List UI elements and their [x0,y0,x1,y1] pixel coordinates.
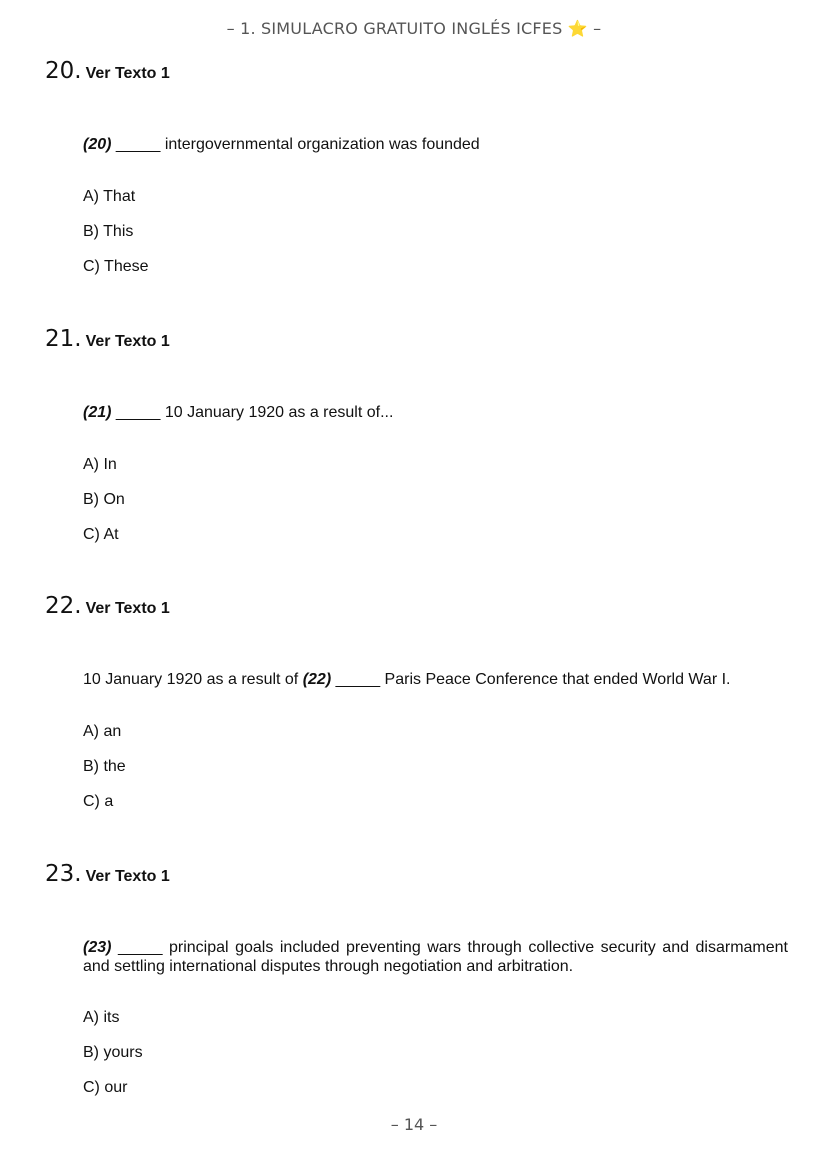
question-stem [83,135,788,154]
question-heading [45,58,790,88]
option-b[interactable]: B) This [83,223,134,240]
option-a[interactable]: A) In [83,456,117,473]
question-heading [45,326,790,356]
option-b[interactable]: B) the [83,758,126,775]
option-c[interactable]: C) a [83,793,114,810]
star-icon: ⭐ [567,19,588,38]
question-22 [45,593,790,810]
question-23 [45,861,790,1096]
header-title: – 1. SIMULACRO GRATUITO INGLÉS ICFES [226,19,568,38]
stem-before: 10 January 1920 as a result of [83,671,303,688]
stem-after: _____ intergovernmental organization was founded [111,136,480,153]
question-number: 23. [45,861,82,887]
question-number: 21. [45,326,82,352]
stem-after: _____ 10 January 1920 as a result of... [111,404,394,421]
option-b[interactable]: B) yours [83,1044,143,1061]
option-c[interactable]: C) At [83,526,119,543]
option-a[interactable]: A) its [83,1009,120,1026]
question-heading [45,861,790,891]
blank-reference: (22) [302,671,332,688]
stem-after: _____ principal goals included preventing wars through collective security and disarmament and settling international disputes through negotiation and arbitration. [83,939,788,975]
header-suffix: – [587,19,602,38]
blank-reference: (21) [83,404,112,421]
question-stem [83,670,788,689]
stem-after: _____ Paris Peace Conference that ended World War I. [331,671,731,688]
question-reference: Ver Texto 1 [85,868,170,885]
option-a[interactable]: A) That [83,188,136,205]
question-number: 20. [45,58,82,84]
option-b[interactable]: B) On [83,491,125,508]
question-stem [83,938,788,976]
answer-options [83,722,126,827]
question-number: 22. [45,593,82,619]
question-reference: Ver Texto 1 [85,65,170,82]
question-reference: Ver Texto 1 [85,600,170,617]
option-c[interactable]: C) our [83,1079,128,1096]
blank-reference: (23) [83,939,112,956]
question-stem [83,403,788,422]
question-reference: Ver Texto 1 [85,333,170,350]
answer-options [83,455,125,560]
question-heading [45,593,790,623]
blank-reference: (20) [83,136,112,153]
answer-options [83,187,149,292]
page-header [0,19,828,38]
option-c[interactable]: C) These [83,258,149,275]
page-number: – 14 – [390,1115,438,1134]
question-21 [45,326,790,543]
question-20 [45,58,790,275]
option-a[interactable]: A) an [83,723,122,740]
answer-options [83,1008,143,1113]
